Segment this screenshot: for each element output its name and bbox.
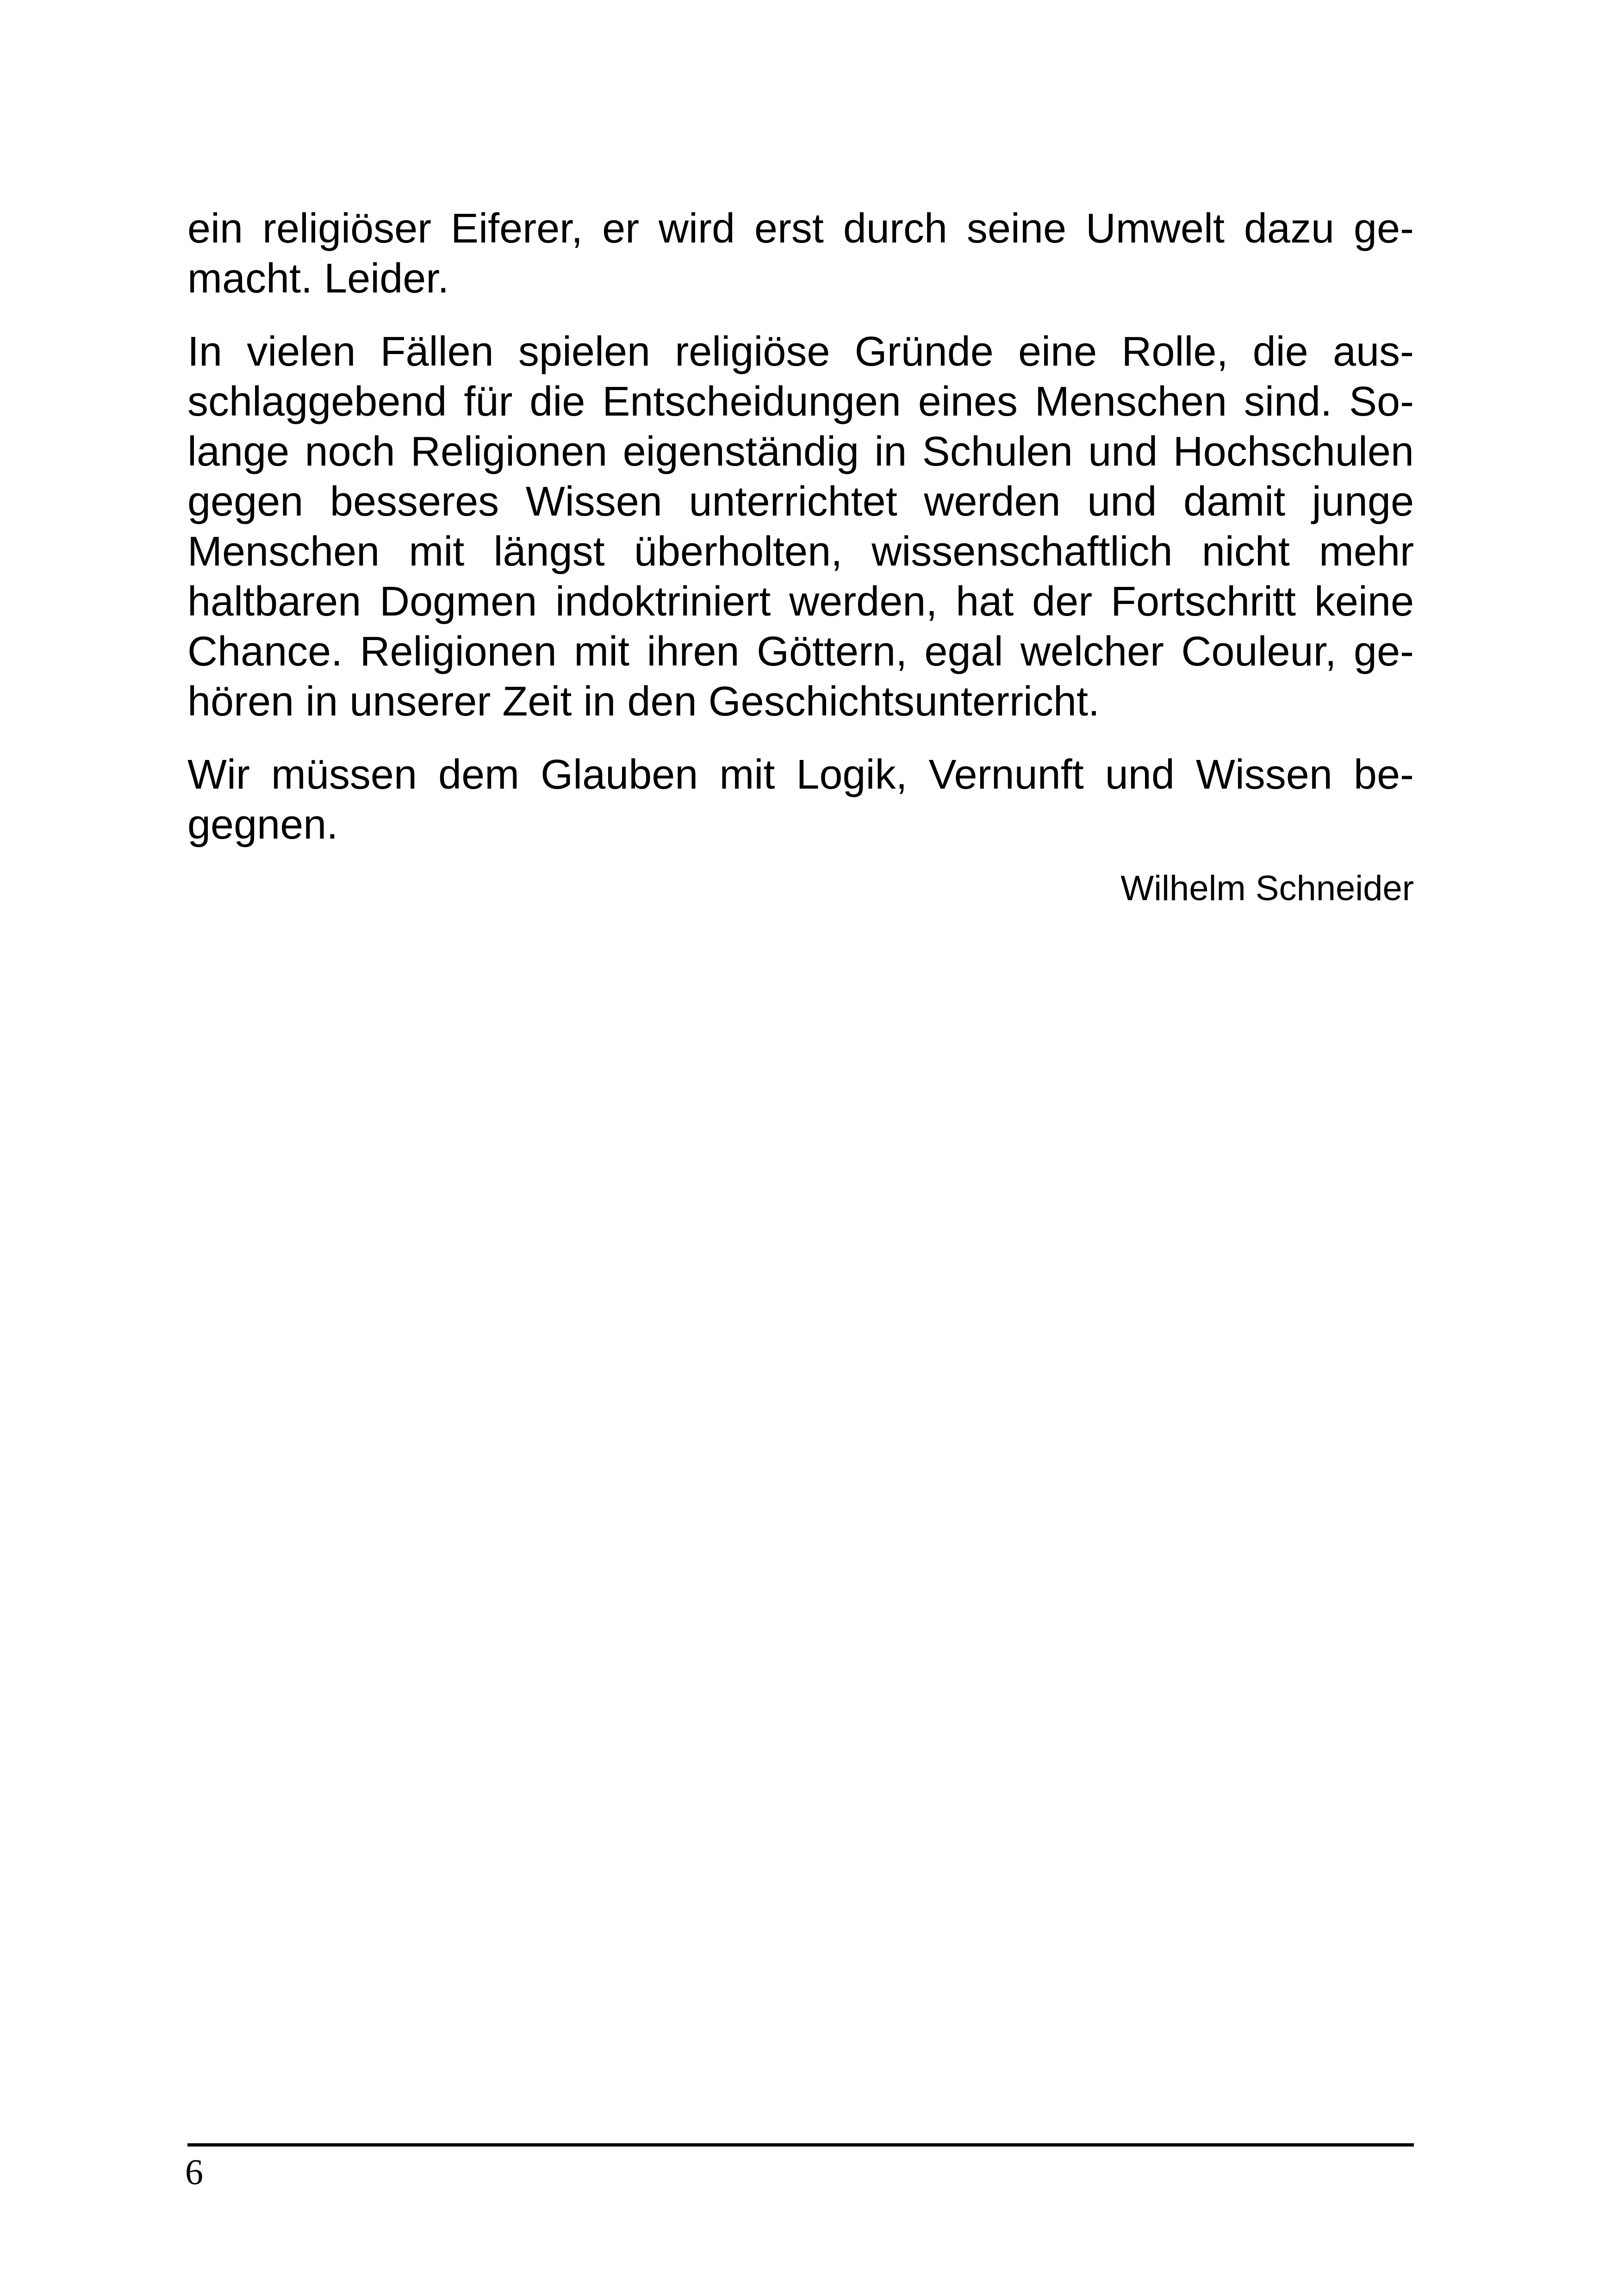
text-line: Menschen mit längst überholten, wissenschaftlich nicht mehr [187, 529, 1414, 575]
text-line: schlaggebend für die Entscheidungen eines Menschen sind. So- [187, 379, 1414, 425]
author-signature: Wilhelm Schneider [1120, 869, 1414, 908]
body-text [187, 204, 1414, 910]
footer-divider [187, 2143, 1414, 2147]
text-line: In vielen Fällen spielen religiöse Gründe eine Rolle, die aus- [187, 329, 1414, 375]
text-line: lange noch Religionen eigenständig in Schulen und Hochschulen [187, 429, 1414, 475]
text-line: gegnen. [187, 802, 338, 848]
paragraph-3 [187, 750, 1414, 850]
paragraph-2 [187, 327, 1414, 727]
text-line: haltbaren Dogmen indoktriniert werden, hat der Fortschritt keine [187, 579, 1414, 625]
page-number: 6 [185, 2152, 203, 2192]
text-line: Chance. Religionen mit ihren Göttern, egal welcher Couleur, ge- [187, 628, 1414, 675]
text-line: Wir müssen dem Glauben mit Logik, Vernunft und Wissen be- [187, 752, 1414, 798]
text-line: gegen besseres Wissen unterrichtet werden und damit junge [187, 479, 1414, 525]
text-line: hören in unserer Zeit in den Geschichtsunterricht. [187, 678, 1100, 725]
paragraph-1 [187, 204, 1414, 304]
text-line: macht. Leider. [187, 255, 449, 302]
text-line: ein religiöser Eiferer, er wird erst durch seine Umwelt dazu ge- [187, 205, 1414, 252]
